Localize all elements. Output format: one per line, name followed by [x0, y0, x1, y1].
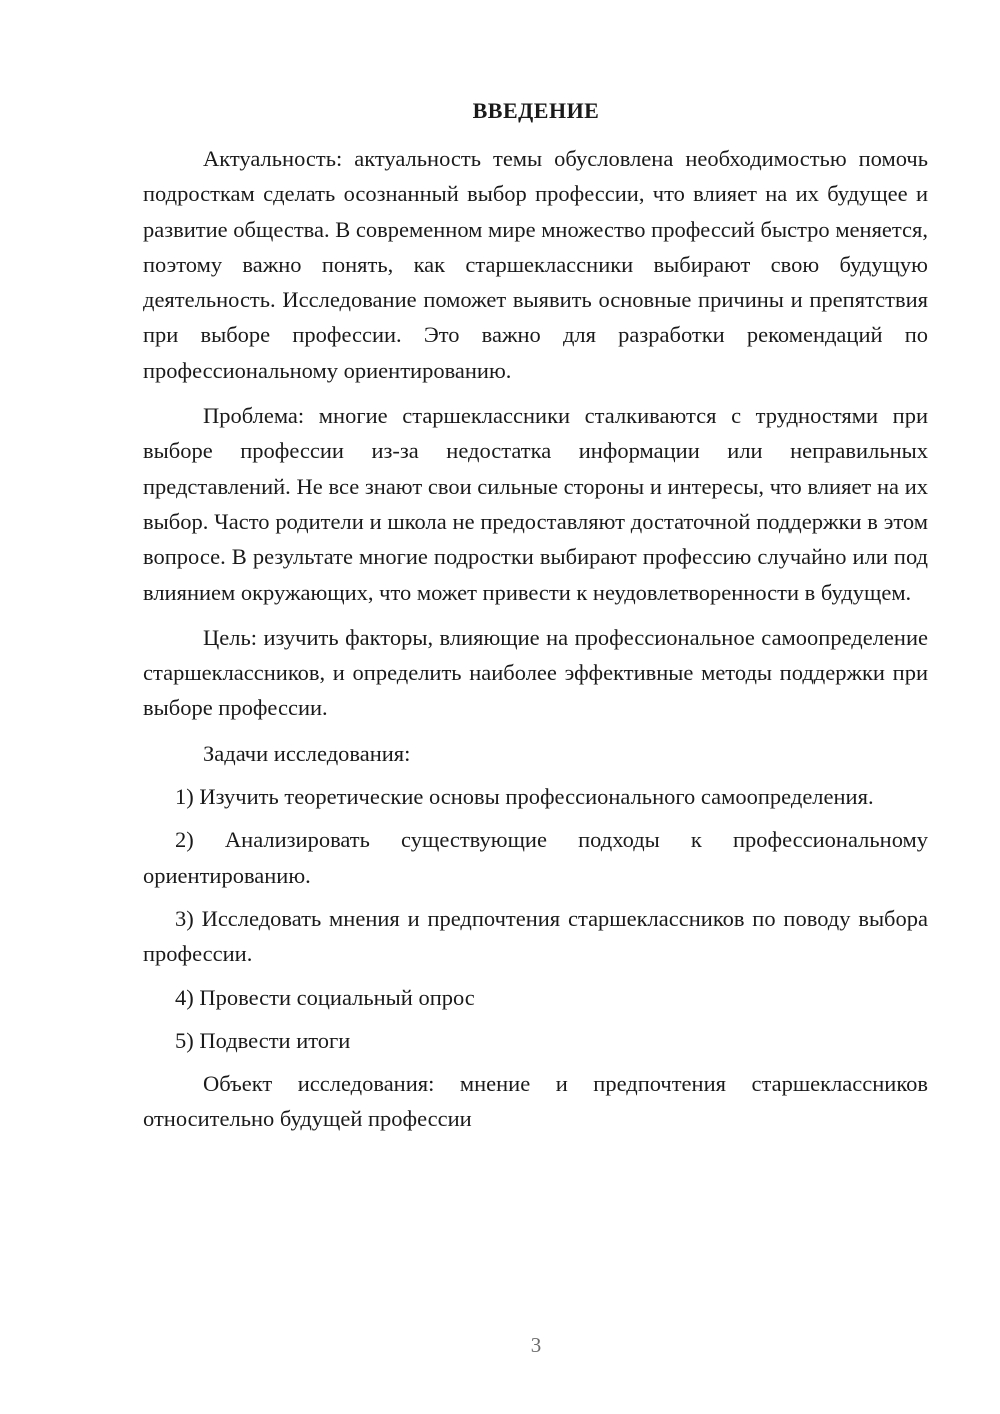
paragraph-problem: Проблема: многие старшеклассники сталкиваются с трудностями при выборе профессии из-за недостатка информации или неправильных представлений. Не все знают свои сильные стороны и интересы, что влияет на их выбор. Часто родители и школа не предоставляют достаточной поддержки в этом вопросе. В результате многие подростки выбирают профессию случайно или под влиянием окружающих, что может привести к неудовлетворенности в будущем.	[143, 403, 928, 605]
task-item-4: 4) Провести социальный опрос	[175, 984, 475, 1010]
document-body	[143, 141, 928, 1137]
page-title: ВВЕДЕНИЕ	[472, 98, 600, 123]
page-number: 3	[530, 1333, 542, 1357]
tasks-heading: Задачи исследования:	[203, 740, 411, 766]
paragraph-relevance: Актуальность: актуальность темы обусловлена необходимостью помочь подросткам сделать осознанный выбор профессии, что влияет на их будущее и развитие общества. В современном мире множество профессий быстро меняется, поэтому важно понять, как старшеклассники выбирают свою будущую деятельность. Исследование поможет выявить основные причины и препятствия при выборе профессии. Это важно для разработки рекомендаций по профессиональному ориентированию.	[143, 146, 928, 383]
task-item-1: 1) Изучить теоретические основы профессионального самоопределения.	[175, 784, 874, 810]
paragraph-object: Объект исследования: мнение и предпочтения старшеклассников относительно будущей профессии	[143, 1071, 928, 1132]
task-item-5: 5) Подвести итоги	[175, 1027, 351, 1053]
task-item-2: 2) Анализировать существующие подходы к профессиональному ориентированию.	[143, 827, 928, 888]
task-item-3: 3) Исследовать мнения и предпочтения старшеклассников по поводу выбора профессии.	[143, 905, 928, 967]
paragraph-goal: Цель: изучить факторы, влияющие на профессиональное самоопределение старшеклассников, и определить наиболее эффективные методы поддержки при выборе профессии.	[143, 624, 928, 721]
